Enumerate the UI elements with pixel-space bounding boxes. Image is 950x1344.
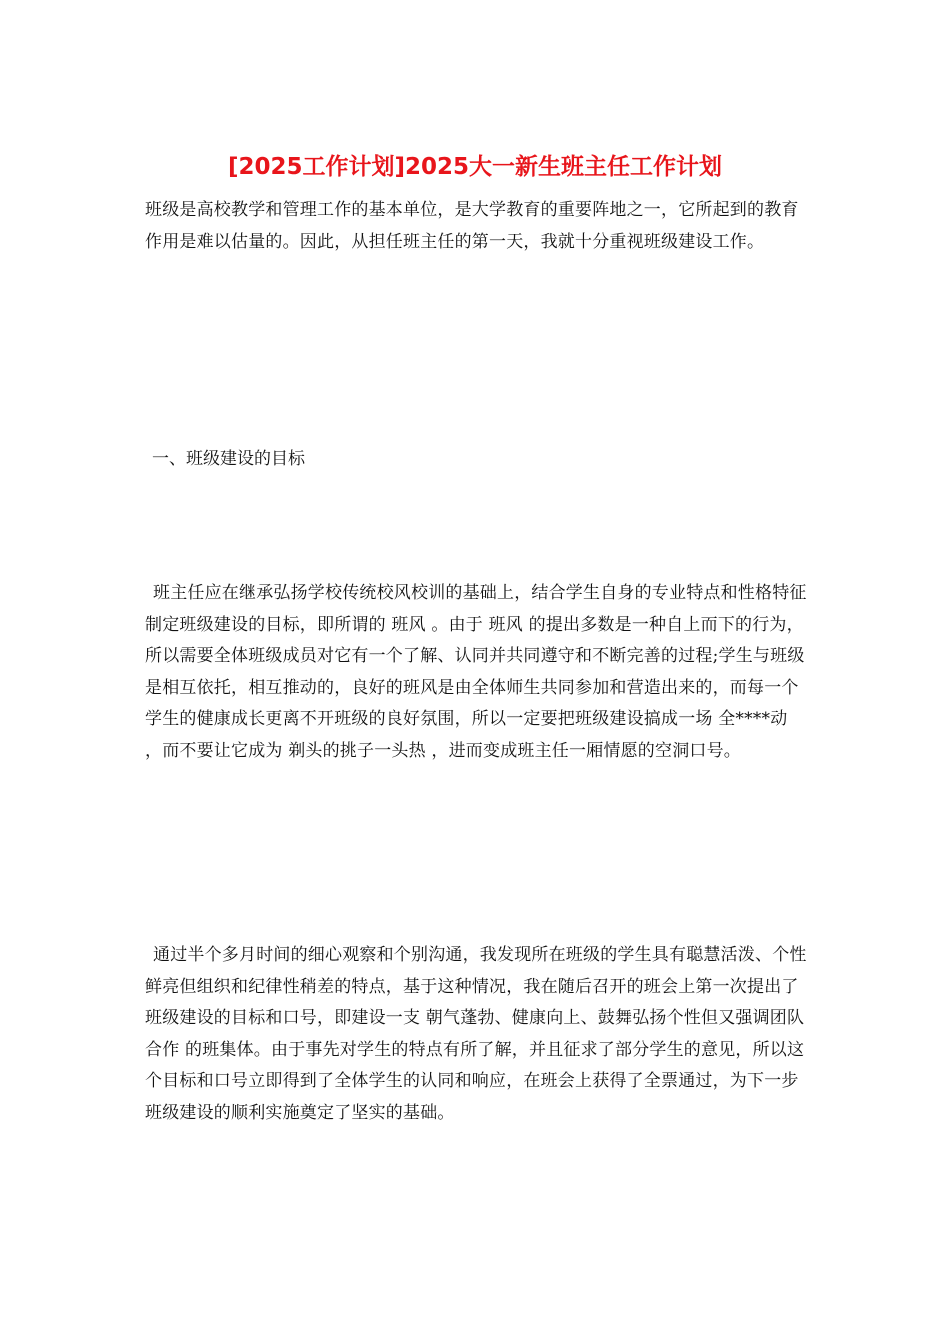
body-paragraph-2: 通过半个多月时间的细心观察和个别沟通，我发现所在班级的学生具有聪慧活泼、个性鲜亮但组织和纪律性稍差的特点，基于这种情况，我在随后召开的班会上第一次提出了班级建设的目标和口号，即建设一支 朝气蓬勃、健康向上、鼓舞弘扬个性但又强调团队合作 的班集体。由于事先对学生的特点有所了解，并且征求了部分学生的意见，所以这个目标和口号立即得到了全体学生的认同和响应，在班会上获得了全票通过，为下一步班级建设的顺利实施奠定了坚实的基础。 [145,945,807,1123]
section-heading: 一、班级建设的目标 [152,449,305,469]
document-title: [2025工作计划]2025大一新生班主任工作计划 [227,154,723,180]
body-paragraph-1: 班主任应在继承弘扬学校传统校风校训的基础上，结合学生自身的专业特点和性格特征制定班级建设的目标，即所谓的 班风 。由于 班风 的提出多数是一种自上而下的行为，所以需要全体班级成员对它有一个了解、认同并共同遵守和不断完善的过程;学生与班级是相互依托，相互推动的，良好的班风是由全体师生共同参加和营造出来的，而每一个学生的健康成长更离不开班级的良好氛围，所以一定要把班级建设搞成一场 全****动 ，而不要让它成为 剃头的挑子一头热 ，进而变成班主任一厢情愿的空洞口号。 [145,583,807,761]
intro-paragraph: 班级是高校教学和管理工作的基本单位，是大学教育的重要阵地之一，它所起到的教育作用是难以估量的。因此，从担任班主任的第一天，我就十分重视班级建设工作。 [145,200,799,252]
